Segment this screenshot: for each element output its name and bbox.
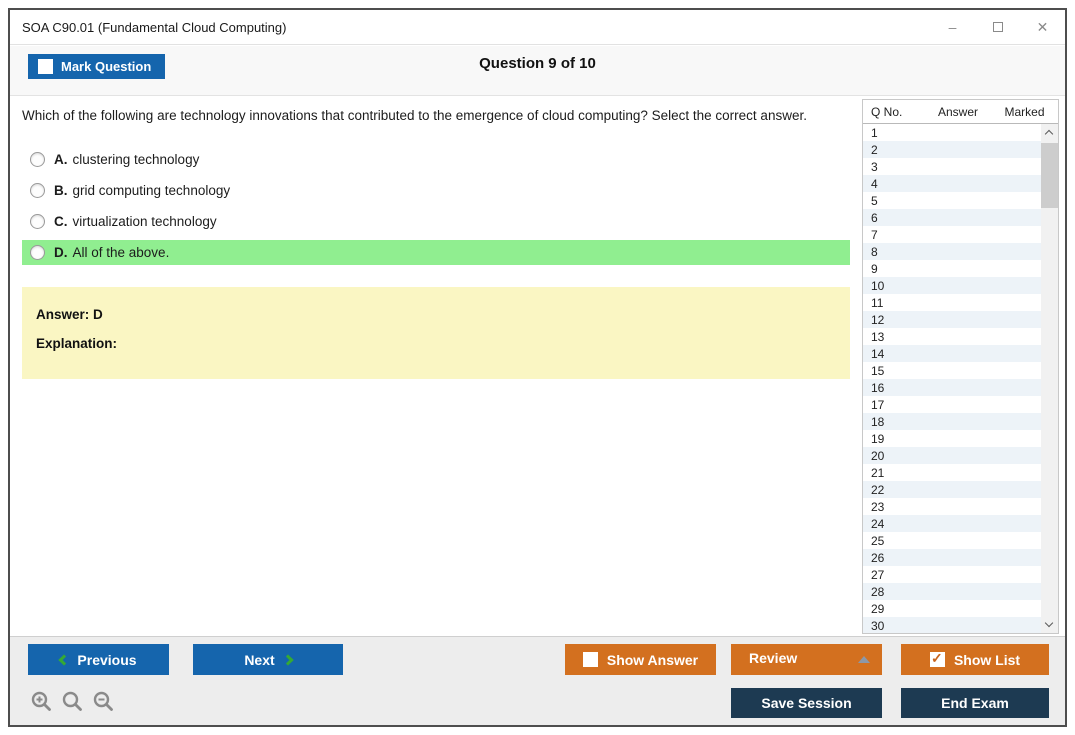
question-list-row[interactable] [863,379,1041,396]
row-qno: 28 [871,584,885,599]
show-list-checkbox[interactable] [930,652,945,667]
scroll-up-icon[interactable] [1041,124,1058,141]
question-list-panel [862,99,1059,634]
radio-button[interactable] [30,245,45,260]
option-row-d[interactable] [22,240,850,265]
window-title: SOA C90.01 (Fundamental Cloud Computing) [22,19,287,35]
minimize-icon[interactable]: – [948,19,957,35]
option-text: clustering technology [72,152,200,168]
show-answer-button[interactable] [565,644,716,675]
question-list-row[interactable] [863,260,1041,277]
question-list-row[interactable] [863,549,1041,566]
question-list-rows [863,124,1041,633]
row-qno: 18 [871,414,885,429]
previous-label: Previous [77,651,137,668]
option-text: virtualization technology [72,214,217,230]
chevron-left-icon [59,654,70,665]
row-qno: 6 [871,210,878,225]
review-label: Review [749,650,798,666]
question-counter: Question 9 of 10 [479,55,596,72]
row-qno: 11 [871,295,884,310]
row-qno: 16 [871,380,885,395]
question-list-row[interactable] [863,192,1041,209]
zoom-controls [30,690,115,713]
question-list-row[interactable] [863,226,1041,243]
review-button[interactable] [731,644,882,675]
question-list-row[interactable] [863,617,1041,633]
exam-window [8,8,1067,727]
row-qno: 19 [871,431,885,446]
previous-button[interactable] [28,644,169,675]
option-letter: C. [54,214,68,230]
option-letter: B. [54,183,68,199]
show-list-label: Show List [953,651,1021,668]
close-icon[interactable]: ✕ [1036,18,1049,35]
explanation-label: Explanation: [36,336,118,352]
row-qno: 7 [871,227,878,242]
question-list-row[interactable] [863,243,1041,260]
row-qno: 15 [871,363,885,378]
show-answer-label: Show Answer [606,651,699,668]
caret-up-icon [858,656,870,663]
row-qno: 14 [871,346,885,361]
question-list-row[interactable] [863,464,1041,481]
zoom-reset-icon[interactable] [61,690,84,713]
chevron-down-icon [1045,619,1053,627]
save-session-label: Save Session [761,695,852,711]
question-list-row[interactable] [863,430,1041,447]
option-text: grid computing technology [72,183,231,199]
chevron-up-icon [1045,130,1053,138]
maximize-box [993,22,1003,32]
zoom-out-icon[interactable] [92,690,115,713]
question-text: Which of the following are technology innovations that contributed to the emergence of cloud computing? Select the correct answer. [22,108,807,123]
row-qno: 23 [871,499,885,514]
end-exam-button[interactable] [901,688,1049,718]
question-list-row[interactable] [863,532,1041,549]
main-area [10,97,1065,636]
column-header-qno: Q No. [871,104,903,119]
question-list-row[interactable] [863,515,1041,532]
question-list-row[interactable] [863,175,1041,192]
row-qno: 22 [871,482,885,497]
question-list-row[interactable] [863,583,1041,600]
radio-button[interactable] [30,214,45,229]
question-list-row[interactable] [863,362,1041,379]
mark-question-label: Mark Question [61,59,152,74]
row-qno: 26 [871,550,885,565]
scrollbar-thumb[interactable] [1041,143,1058,208]
option-row-c[interactable] [22,209,850,234]
question-list-row[interactable] [863,498,1041,515]
row-qno: 9 [871,261,878,276]
footer-bar [10,636,1065,725]
answer-box [22,287,850,379]
row-qno: 12 [871,312,885,327]
question-list-row[interactable] [863,600,1041,617]
question-list-row[interactable] [863,209,1041,226]
question-list-row[interactable] [863,396,1041,413]
row-qno: 25 [871,533,885,548]
zoom-in-icon[interactable] [30,690,53,713]
column-header-answer: Answer [937,104,978,119]
row-qno: 30 [871,618,885,633]
question-list-row[interactable] [863,158,1041,175]
row-qno: 29 [871,601,885,616]
row-qno: 1 [871,125,878,140]
row-qno: 27 [871,567,885,582]
next-label: Next [244,651,275,668]
question-list-row[interactable] [863,345,1041,362]
question-list-row[interactable] [863,294,1041,311]
radio-button[interactable] [30,152,45,167]
row-qno: 21 [871,465,885,480]
question-list-row[interactable] [863,566,1041,583]
next-button[interactable] [193,644,343,675]
option-letter: D. [54,245,68,261]
show-list-button[interactable] [901,644,1049,675]
question-list-body [863,124,1058,633]
option-text: All of the above. [72,245,170,261]
row-qno: 2 [871,142,878,157]
question-list-row[interactable] [863,447,1041,464]
end-exam-label: End Exam [941,695,1009,711]
column-header-marked: Marked [1004,104,1045,119]
question-list-row[interactable] [863,481,1041,498]
show-answer-checkbox[interactable] [583,652,598,667]
question-list-row[interactable] [863,328,1041,345]
save-session-button[interactable] [731,688,882,718]
question-list-scrollbar[interactable] [1041,124,1058,633]
scrollbar-track[interactable] [1041,141,1058,616]
row-qno: 24 [871,516,885,531]
scroll-down-icon[interactable] [1041,616,1058,633]
title-bar [10,10,1065,45]
row-qno: 8 [871,244,878,259]
question-list-row[interactable] [863,124,1041,141]
question-list-row[interactable] [863,141,1041,158]
question-list-header [863,100,1058,124]
row-qno: 13 [871,329,885,344]
answer-label: Answer: D [36,307,103,323]
maximize-icon[interactable] [975,10,1020,44]
row-qno: 4 [871,176,878,191]
question-list-row[interactable] [863,277,1041,294]
chevron-right-icon [282,654,293,665]
question-list-row[interactable] [863,311,1041,328]
row-qno: 17 [871,397,885,412]
radio-button[interactable] [30,183,45,198]
option-letter: A. [54,152,68,168]
header-bar [10,46,1065,96]
row-qno: 3 [871,159,878,174]
option-row-b[interactable] [22,178,850,203]
option-row-a[interactable] [22,147,850,172]
row-qno: 5 [871,193,878,208]
window-controls [930,10,1065,44]
question-list-row[interactable] [863,413,1041,430]
row-qno: 10 [871,278,885,293]
row-qno: 20 [871,448,885,463]
